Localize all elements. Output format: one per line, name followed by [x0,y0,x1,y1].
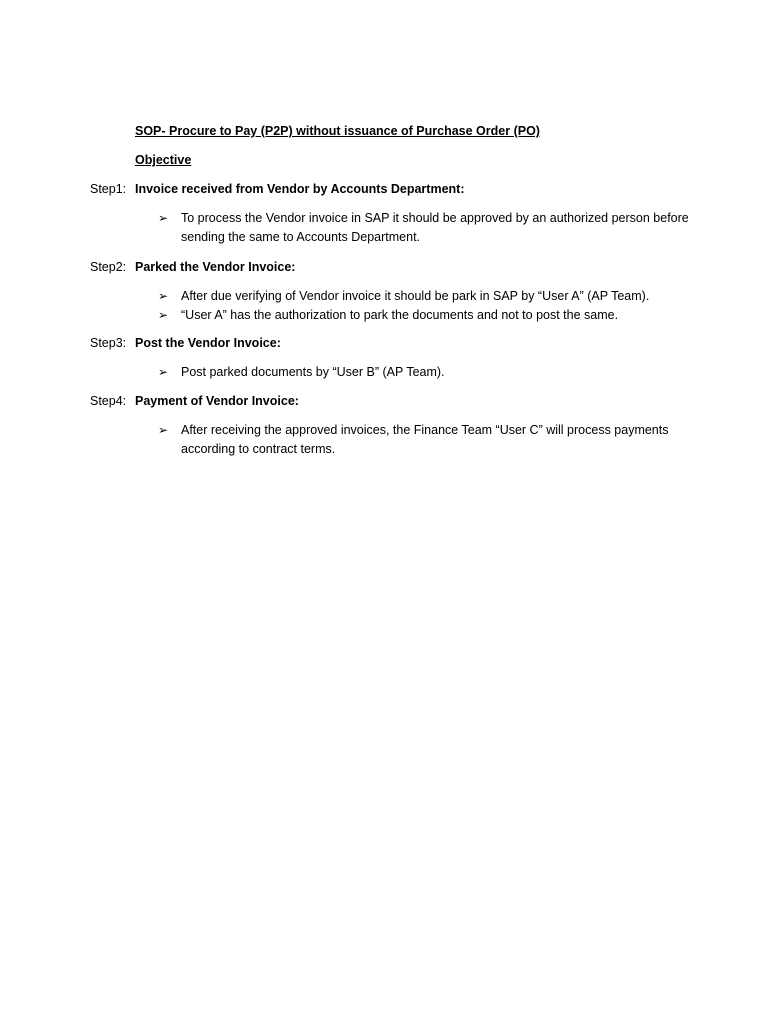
arrow-bullet-icon: ➢ [158,308,169,322]
arrow-bullet-icon: ➢ [158,365,169,379]
list-item [158,421,698,459]
objective-heading: Objective [135,153,192,167]
list-item [158,306,698,325]
document-title: SOP- Procure to Pay (P2P) without issuance of Purchase Order (PO) [135,124,540,138]
arrow-bullet-icon: ➢ [158,423,169,437]
step-2-header [90,258,295,277]
step-3-header [90,334,281,353]
bullet-text: To process the Vendor invoice in SAP it should be approved by an authorized person before sending the same to Accounts Department. [181,211,689,244]
bullet-text: After due verifying of Vendor invoice it should be park in SAP by “User A” (AP Team). [181,289,650,303]
list-item [158,287,698,306]
step-4-bullets [158,421,698,459]
list-item [158,363,698,382]
step-1-bullets [158,209,698,247]
step-4-title: Payment of Vendor Invoice: [135,394,299,408]
step-3-label: Step3: [90,336,127,350]
step-1-title: Invoice received from Vendor by Accounts Department: [135,182,465,196]
step-2-bullets [158,287,698,325]
step-1-header [90,180,465,199]
bullet-text: After receiving the approved invoices, the Finance Team “User C” will process payments according to contract terms. [181,423,669,456]
arrow-bullet-icon: ➢ [158,289,169,303]
arrow-bullet-icon: ➢ [158,211,169,225]
bullet-text: Post parked documents by “User B” (AP Team). [181,365,445,379]
list-item [158,209,698,247]
step-1-label: Step1: [90,182,127,196]
bullet-text: “User A” has the authorization to park the documents and not to post the same. [181,308,619,322]
step-3-bullets [158,363,698,382]
step-4-label: Step4: [90,394,127,408]
step-3-title: Post the Vendor Invoice: [135,336,281,350]
step-2-label: Step2: [90,260,127,274]
step-4-header [90,392,299,411]
step-2-title: Parked the Vendor Invoice: [135,260,296,274]
